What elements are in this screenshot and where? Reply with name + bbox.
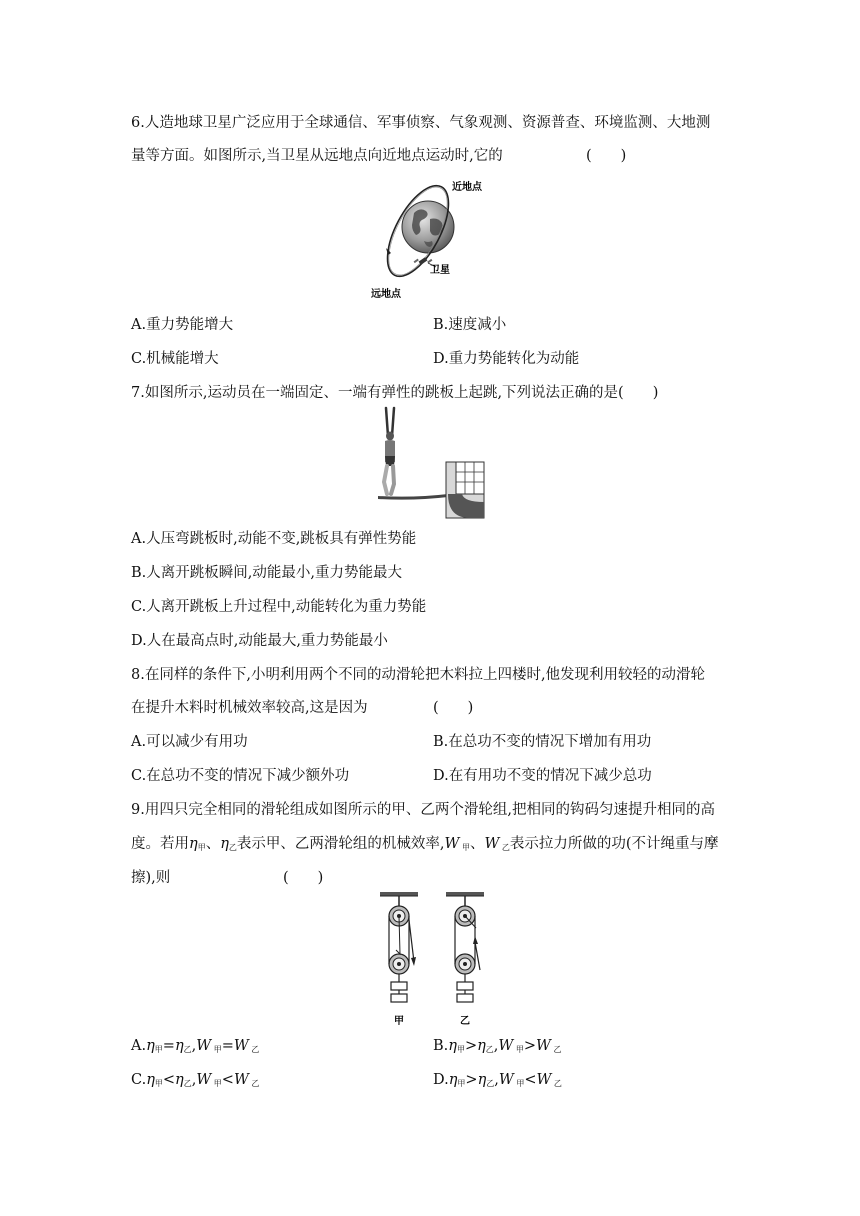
q6-option-d: D.重力势能转化为动能 [433, 351, 580, 367]
diver-figure [384, 408, 395, 494]
q9-stem-line1: 9.用四只完全相同的滑轮组成如图所示的甲、乙两个滑轮组,把相同的钩码匀速提升相同的高 [131, 802, 715, 818]
q8-stem-line1: 8.在同样的条件下,小明利用两个不同的动滑轮把木料拉上四楼时,他发现利用较轻的动滑轮 [131, 667, 706, 683]
q6-option-c: C.机械能增大 [131, 351, 219, 367]
pulley-system-jia [380, 892, 418, 1002]
q7-option-c: C.人离开跳板上升过程中,动能转化为重力势能 [131, 599, 427, 615]
q8-option-d: D.在有用功不变的情况下减少总功 [433, 768, 652, 784]
q7-option-d: D.人在最高点时,动能最大,重力势能最小 [131, 633, 388, 649]
satellite-orbit-figure [360, 175, 510, 303]
q7-option-a: A.人压弯跳板时,动能不变,跳板具有弹性势能 [131, 531, 417, 547]
q8-option-b: B.在总功不变的情况下增加有用功 [433, 734, 652, 750]
q9-option-c: $C.\eta_甲<\eta_乙,W$ $_甲$<W $_乙$ [131, 1072, 260, 1088]
q9-answer-blank: ( ) [283, 870, 324, 886]
diving-platform [446, 462, 484, 518]
apogee-label: 远地点 [371, 289, 401, 300]
q6-stem-line2: 量等方面。如图所示,当卫星从远地点向近地点运动时,它的 [131, 148, 503, 164]
label-jia: 甲 [394, 1016, 404, 1027]
q9-stem-line3: 擦),则 [131, 870, 171, 886]
q8-option-a: A.可以减少有用功 [131, 734, 248, 750]
q6-stem-line1: 6.人造地球卫星广泛应用于全球通信、军事侦察、气象观测、资源普查、环境监测、大地测 [131, 115, 711, 131]
diving-board-figure [374, 406, 486, 522]
q6-answer-blank: ( ) [586, 148, 627, 164]
q7-option-b: B.人离开跳板瞬间,动能最小,重力势能最大 [131, 565, 402, 581]
q8-answer-blank: ( ) [433, 700, 474, 716]
pulley-system-yi [446, 892, 484, 1002]
q9-option-a: $A.\eta_甲=\eta_乙,W$ $_甲$=W $_乙$ [131, 1038, 260, 1054]
label-yi: 乙 [460, 1016, 470, 1027]
satellite-label: 卫星 [430, 265, 450, 276]
q9-option-b: $B.\eta_甲>\eta_乙,W$ $_甲$>W $_乙$ [433, 1038, 562, 1054]
q6-option-a: A.重力势能增大 [131, 317, 234, 333]
q8-stem-line2: 在提升木料时机械效率较高,这是因为 [131, 700, 368, 716]
pulley-systems-figure [376, 892, 486, 1032]
q8-option-c: C.在总功不变的情况下减少额外功 [131, 768, 350, 784]
q6-option-b: B.速度减小 [433, 317, 507, 333]
q9-option-d: $D.\eta_甲>\eta_乙,W$ $_甲$<W $_乙$ [433, 1072, 562, 1088]
q7-stem-line1: 7.如图所示,运动员在一端固定、一端有弹性的跳板上起跳,下列说法正确的是( ) [131, 385, 659, 401]
perigee-label: 近地点 [452, 182, 482, 193]
q9-stem-line2: 度。若用$\eta_甲$、$\eta_乙$表示甲、乙两滑轮组的机械效率,W $_甲$、W $_乙$表示拉力所做的功(不计绳重与摩 [131, 836, 719, 852]
